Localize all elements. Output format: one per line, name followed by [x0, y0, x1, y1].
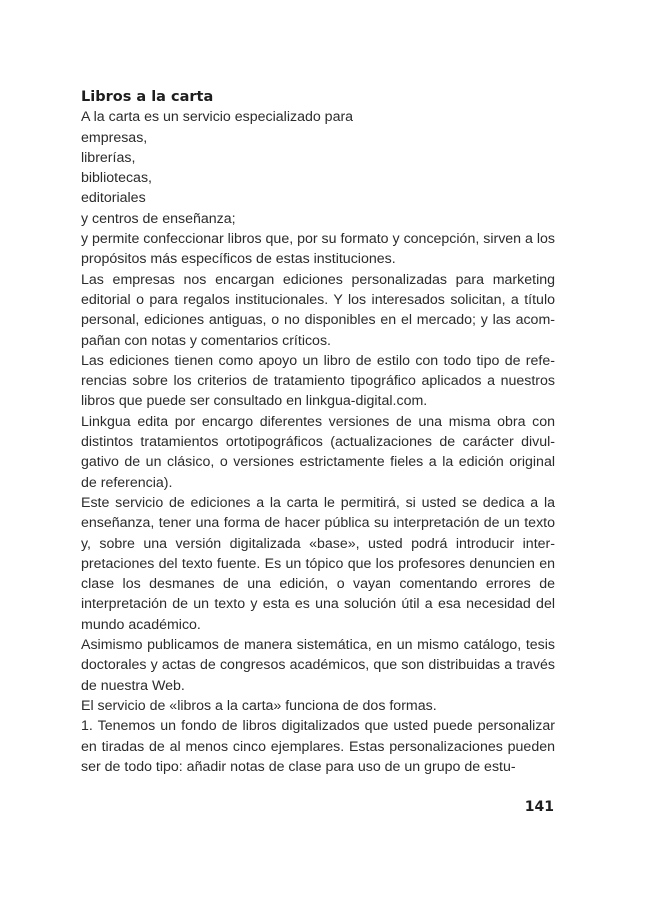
intro-line: A la carta es un servicio especializado para — [81, 109, 354, 126]
list-item: librerías, — [81, 149, 136, 166]
list-item: bibliotecas, — [81, 170, 152, 187]
page-number: 141 — [524, 799, 554, 815]
paragraph: Las ediciones tienen como apoyo un libro de estilo con todo tipo de referencias sobre los criterios de tratamiento tipográfico aplicados a nuestros libros que puede ser consultado en linkgua-digital.com. — [81, 352, 555, 410]
page-body — [81, 87, 555, 777]
paragraph: y permite confeccionar libros que, por su formato y concepción, sirven a los propósitos más específicos de estas instituciones. — [81, 231, 555, 268]
list-item: editoriales — [81, 190, 146, 207]
paragraph: El servicio de «libros a la carta» funciona de dos formas. — [81, 697, 437, 714]
list-item: empresas, — [81, 129, 148, 146]
paragraph: Este servicio de ediciones a la carta le permitirá, si usted se dedica a la enseñanza, tener una forma de hacer pública su interpretación de un texto y, sobre una versión digitalizada «base», usted podrá introducir interpretaciones del texto fuente. Es un tópico que los profesores denuncien en clase los desmanes de una edición, o vayan comentando errores de interpretación de un texto y esta es una solución útil a esa necesidad del mundo académico. — [81, 494, 555, 633]
paragraph: Asimismo publicamos de manera sistemática, en un mismo catálogo, tesis doctorales y actas de congresos académicos, que son distribuidas a través de nuestra Web. — [81, 637, 555, 694]
list-item: y centros de enseñanza; — [81, 210, 236, 227]
paragraph: Las empresas nos encargan ediciones personalizadas para marketing editorial o para regalos institucionales. Y los interesados solicitan, a título personal, ediciones antiguas, o no disponibles en el mercado; y las acompañan con notas y comentarios críticos. — [81, 271, 555, 349]
paragraph: Linkgua edita por encargo diferentes versiones de una misma obra con distintos tratamientos ortotipográficos (actualizaciones de carácter divulgativo de un clásico, o versiones estrictamente fieles a la edición original de referencia). — [81, 413, 555, 491]
paragraph: 1. Tenemos un fondo de libros digitalizados que usted puede personalizar en tiradas de al menos cinco ejemplares. Estas personalizaciones pueden ser de todo tipo: añadir notas de clase para uso de un grupo de estu- — [81, 718, 555, 775]
section-heading: Libros a la carta — [81, 89, 214, 105]
